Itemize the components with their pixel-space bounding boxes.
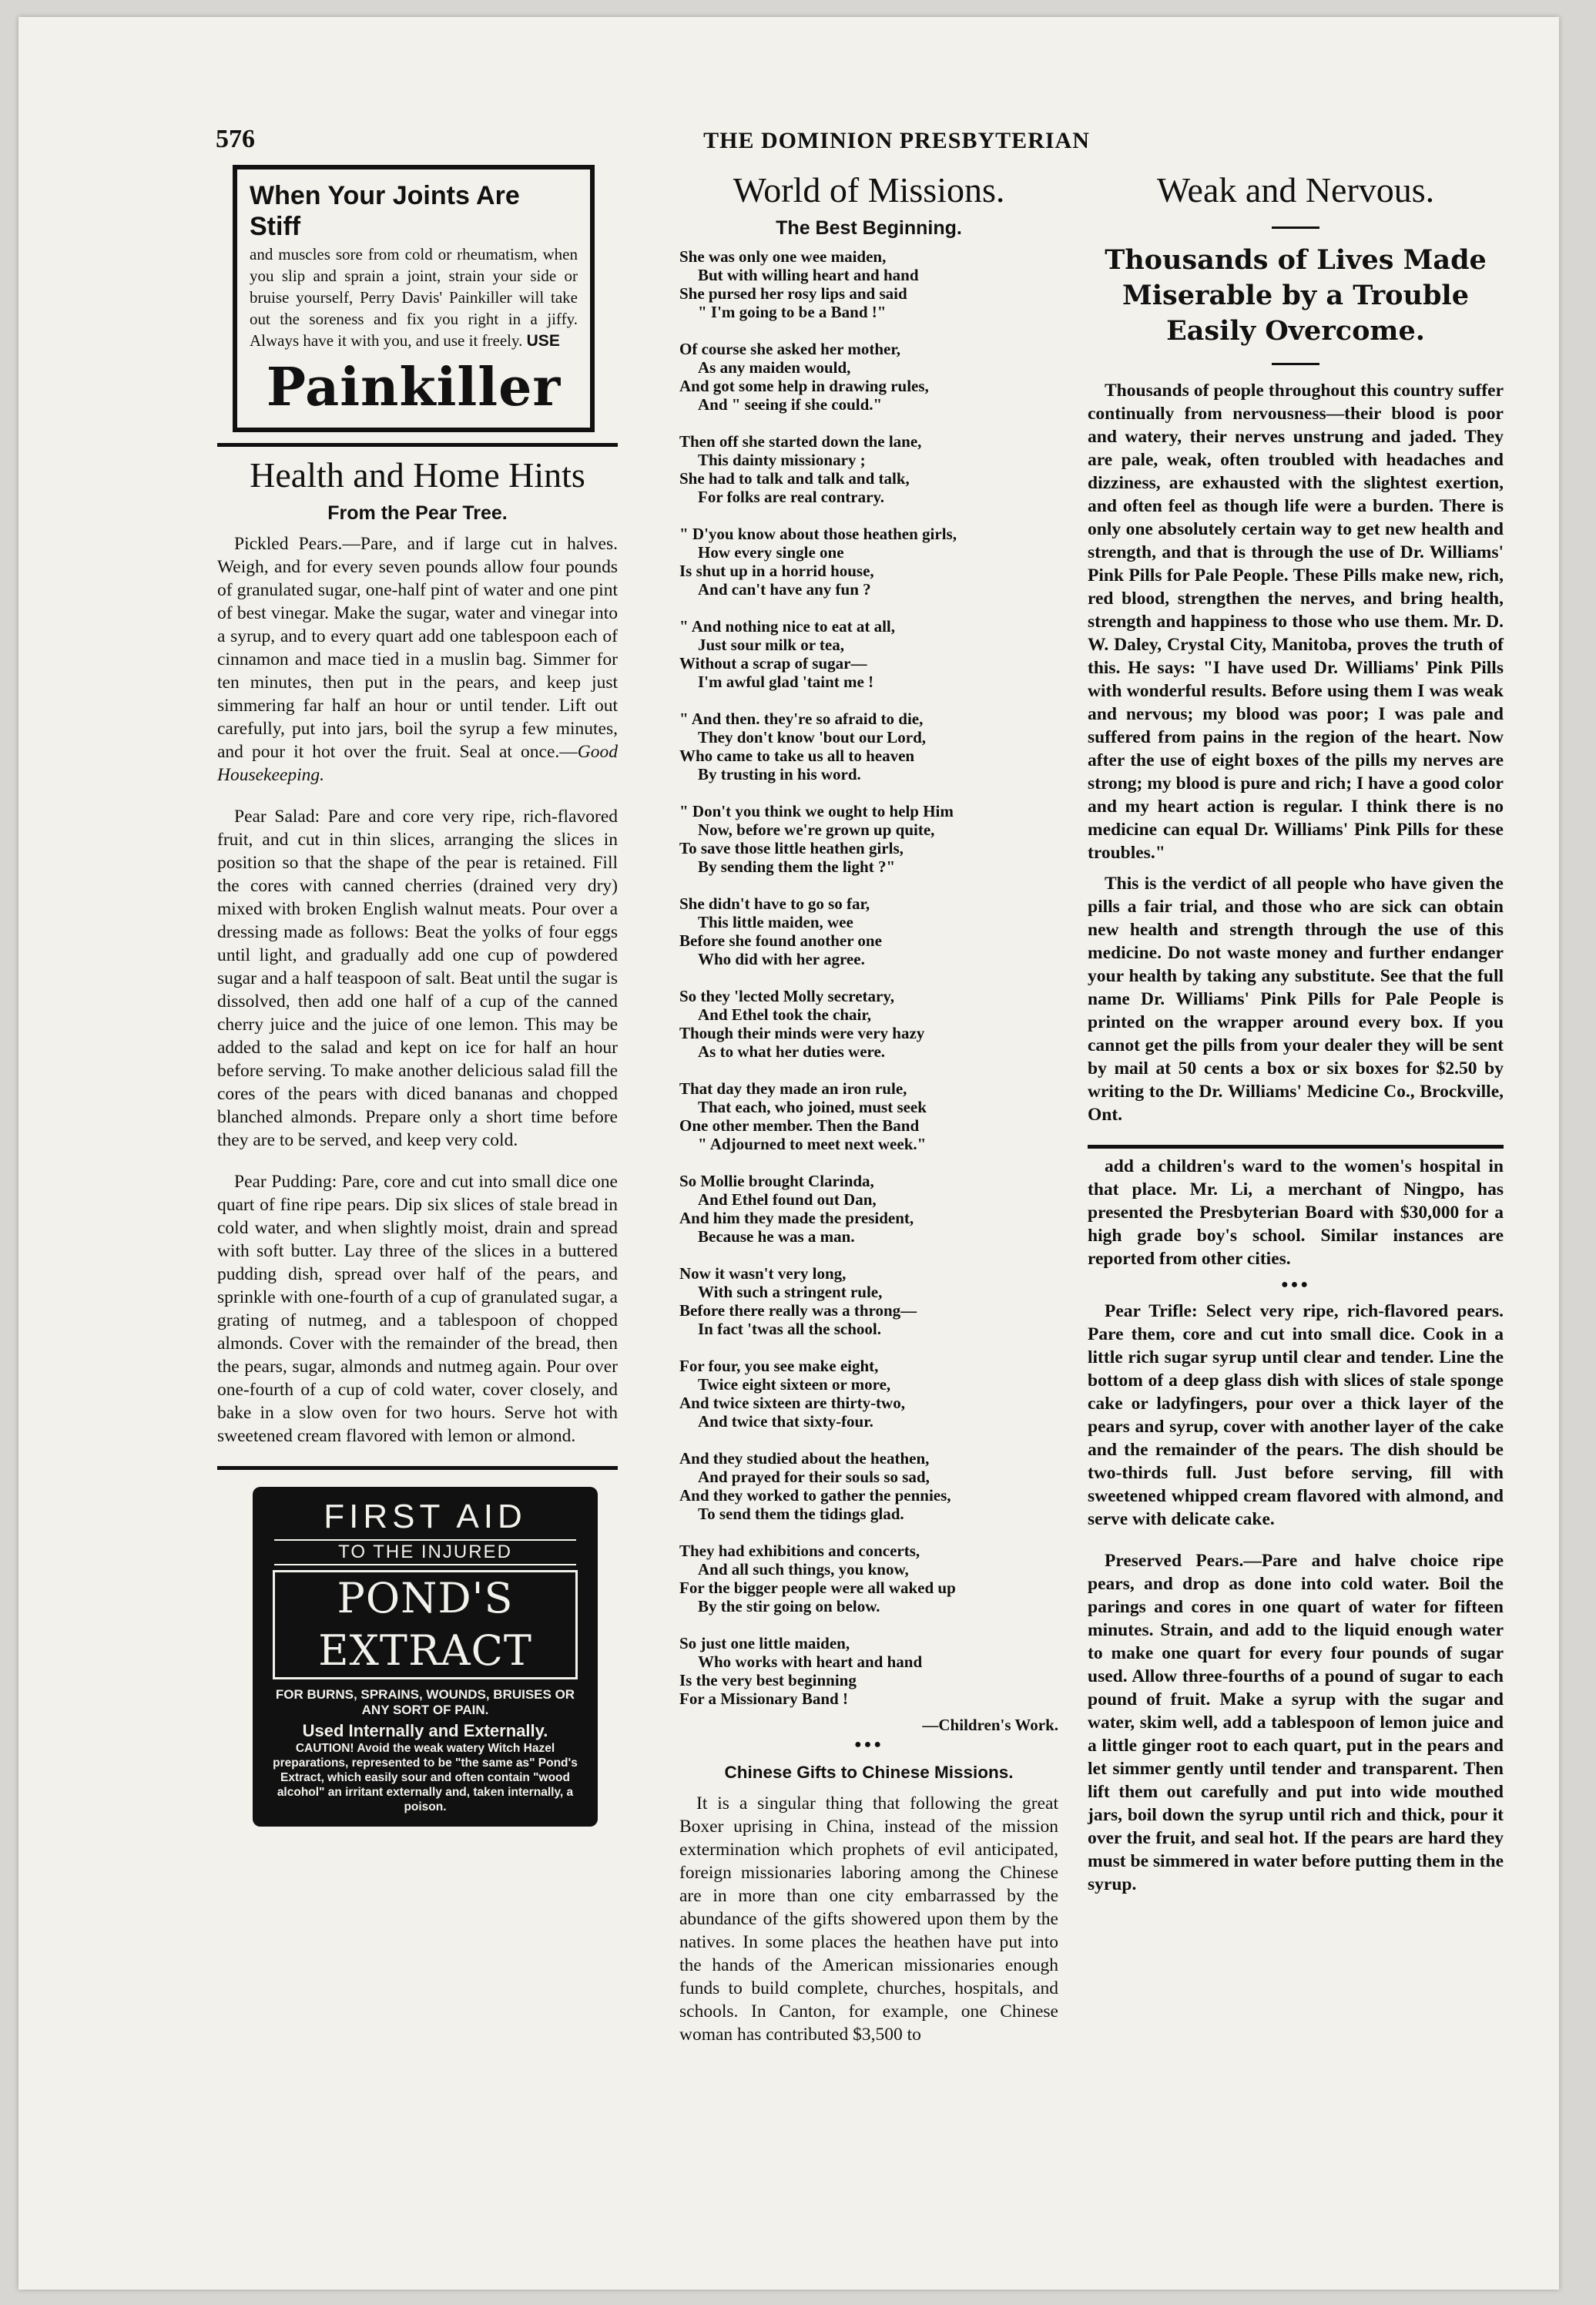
poem-stanza — [679, 1264, 1058, 1338]
pear-pudding-recipe: Pear Pudding: Pare, core and cut into small dice one quart of fine ripe pears. Dip six slices of stale bread in cold water, and when slightly moist, drain and spread with soft butter. Lay three of the slices in a buttered pudding dish, spread over half of the pears, and sprinkle with one-fourth of a cup of granulated sugar, a grating of nutmeg, and a tablespoon of chopped almonds. Cover with the remainder of the bread, then the pears, sugar, almonds and nutmeg again. Pour over one-fourth of a cup of cold water, cover closely, and bake in a slow oven for two hours. Serve hot with sweetened cream flavored with lemon or almond. — [217, 1172, 618, 1446]
poem-line: Who came to take us all to heaven — [679, 747, 915, 765]
pear-salad-recipe: Pear Salad: Pare and core very ripe, rich-flavored fruit, and cut in thin slices, arranging the slices in position so that the shape of the pear is retained. Fill the cores with canned cherries (drained very dry) mixed with broken English walnut meats. Pour over a dressing made as follows: Beat the yolks of four eggs until light, and gradually add one cup of powdered sugar and a half teaspoon of salt. Beat until the sugar is dissolved, then add one half of a cup of the canned cherry juice and the juice of one lemon. This may be added to the salad and kept on ice for half an hour before serving. To make another delicious salad fill the cores of the pears with diced bananas and chopped blanched almonds. Prepare only a short time before they are to be served, and keep very cold. — [217, 807, 618, 1150]
poem-line: By trusting in his word. — [698, 765, 861, 783]
poem-line: Because he was a man. — [698, 1227, 855, 1246]
pear-trifle-recipe: Pear Trifle: Select very ripe, rich-flavored pears. Pare them, core and cut into small dice. Cook in a little rich sugar syrup until clear and tender. Line the bottom of a deep glass dish with slices of stale sponge cake or ladyfingers, pour over a thick layer of the pears and syrup, cover with another layer of the cake and the remainder of the pears. The dish should be two-thirds full. Just before serving, fill with sweetened whipped cream flavored with almond, and serve with delicate cake. — [1088, 1301, 1504, 1529]
poem-line: And they studied about the heathen, — [679, 1449, 930, 1468]
poem-line: And him they made the president, — [679, 1209, 914, 1227]
poem-line: Is shut up in a horrid house, — [679, 562, 874, 580]
painkiller-ad — [233, 165, 595, 432]
weak-nervous-headline: Thousands of Lives Made Miserable by a Trouble Easily Overcome. — [1105, 244, 1487, 347]
poem-line: As to what her duties were. — [698, 1042, 886, 1061]
poem-line: Then off she started down the lane, — [679, 432, 922, 451]
poem-line: " And then. they're so afraid to die, — [679, 710, 924, 728]
poem-line: She didn't have to go so far, — [679, 894, 870, 913]
ponds-extract-ad — [253, 1487, 598, 1827]
poem-line: For a Missionary Band ! — [679, 1689, 848, 1708]
section-rule — [1088, 1145, 1504, 1149]
poem-line: That day they made an iron rule, — [679, 1079, 907, 1098]
poem-stanza — [679, 1079, 1058, 1153]
painkiller-use-label: USE — [526, 332, 560, 350]
poem-line: Now, before we're grown up quite, — [698, 820, 935, 839]
poem-stanza — [679, 1357, 1058, 1431]
weak-nervous-title: Weak and Nervous. — [1156, 170, 1435, 210]
poem-line: That each, who joined, must seek — [698, 1098, 927, 1116]
poem-stanza — [679, 247, 1058, 321]
short-rule — [1272, 226, 1319, 229]
poem-stanza — [679, 525, 1058, 599]
poem-line: And twice sixteen are thirty-two, — [679, 1394, 905, 1412]
poem-line: And prayed for their souls so sad, — [698, 1468, 930, 1486]
poem-credit: —Children's Work. — [922, 1716, 1058, 1734]
poem-stanza — [679, 894, 1058, 968]
poem-line: Without a scrap of sugar— — [679, 654, 867, 673]
poem-line: They don't know 'bout our Lord, — [698, 728, 927, 747]
pickled-pears-source: Good Housekeeping. — [217, 742, 618, 785]
ornament-divider: ●●● — [854, 1738, 884, 1751]
poem-line: " Don't you think we ought to help Him — [679, 802, 954, 820]
poem-line: They had exhibitions and concerts, — [679, 1542, 920, 1560]
poem-line: Of course she asked her mother, — [679, 340, 900, 358]
poem-line: By sending them the light ?" — [698, 857, 896, 876]
chinese-gifts-title: Chinese Gifts to Chinese Missions. — [724, 1763, 1014, 1782]
pickled-pears-recipe — [217, 532, 618, 787]
poem-line: For folks are real contrary. — [698, 488, 885, 506]
poem-line: One other member. Then the Band — [679, 1116, 920, 1135]
painkiller-body — [250, 243, 578, 352]
ponds-uses: FOR BURNS, SPRAINS, WOUNDS, BRUISES OR ANY SORT OF PAIN. — [275, 1687, 575, 1717]
poem-line: " D'you know about those heathen girls, — [679, 525, 957, 543]
poem-stanza — [679, 432, 1058, 506]
newspaper-page — [18, 17, 1559, 2290]
pickled-pears-text: Pickled Pears.—Pare, and if large cut in halves. Weigh, and for every seven pounds allow four pounds of granulated sugar, one-half pint of water and one pint of best vinegar. Make the sugar, water and vinegar into a syrup, and to every quart add one tablespoon each of cinnamon and mace tied in a muslin bag. Simmer for ten minutes, then put in the pears, and keep just simmering far half an hour or until tender. Lift out carefully, put into jars, boil the syrup a few minutes, and pour it hot over the fruit. Seal at once.— — [217, 534, 618, 762]
poem-line: To save those little heathen girls, — [679, 839, 904, 857]
health-home-title: Health and Home Hints — [250, 455, 585, 495]
poem-line: And twice that sixty-four. — [698, 1412, 873, 1431]
painkiller-body-text: and muscles sore from cold or rheumatism, when you slip and sprain a joint, strain your side or bruise yourself, Perry Davis' Painkiller will take out the soreness and fix you right in a jiffy. Always have it with you, and use it freely. — [250, 245, 578, 350]
short-rule — [1272, 363, 1319, 365]
poem-line: Before there really was a throng— — [679, 1301, 917, 1320]
missions-title: World of Missions. — [733, 170, 1005, 210]
poem-line: But with willing heart and hand — [698, 266, 919, 284]
poem-line: As any maiden would, — [698, 358, 851, 377]
poem-stanza — [679, 710, 1058, 783]
poem-line: So Mollie brought Clarinda, — [679, 1172, 874, 1190]
poem-stanza — [679, 1542, 1058, 1616]
poem-line: Just sour milk or tea, — [698, 636, 844, 654]
poem-line: And they worked to gather the pennies, — [679, 1486, 951, 1505]
poem-line: She pursed her rosy lips and said — [679, 284, 907, 303]
poem-line: And got some help in drawing rules, — [679, 377, 929, 395]
poem-line: This dainty missionary ; — [698, 451, 866, 469]
poem — [679, 247, 1058, 1708]
poem-stanza — [679, 1634, 1058, 1708]
weak-nervous-para-1: Thousands of people throughout this country suffer continually from nervousness—their blood is poor and watery, their nerves unstrung and jaded. They are pale, weak, often troubled with headaches and dizziness, are exhausted with the slightest exertion, and often feel as though life were a burden. There is only one absolutely certain way to get new health and strength, and that is through the use of Dr. Williams' Pink Pills for Pale People. These Pills make new, rich, red blood, strengthen the nerves, and bring health, strength and happiness to those who use them. Mr. D. W. Daley, Crystal City, Manitoba, proves the truth of this. He says: "I have used Dr. Williams' Pink Pills with wonderful results. Before using them I was weak and nervous; my blood was poor; I was pale and suffered from pains in the region of the heart. Now after the use of eight boxes of the pills my nerves are strong; my blood is pure and rich; I have a good color and my heart action is regular. I think there is no medicine can equal Dr. Williams' Pink Pills for these troubles." — [1088, 381, 1504, 863]
page-number: 576 — [216, 125, 255, 153]
left-column — [217, 165, 618, 1827]
poem-stanza — [679, 802, 1058, 876]
health-home-subtitle: From the Pear Tree. — [327, 502, 508, 524]
poem-line: With such a stringent rule, — [698, 1283, 883, 1301]
middle-column — [679, 165, 1058, 2065]
poem-line: " I'm going to be a Band !" — [698, 303, 887, 321]
ponds-brand: POND'S EXTRACT — [273, 1570, 578, 1679]
poem-stanza — [679, 1172, 1058, 1246]
poem-line: Twice eight sixteen or more, — [698, 1375, 891, 1394]
poem-line: To send them the tidings glad. — [698, 1505, 904, 1523]
weak-nervous-para-2: This is the verdict of all people who have given the pills a fair trial, and those who are sick can obtain new health and strength through the use of this medicine. Do not waste money and further endanger your health by taking any substitute. See that the full name Dr. Williams' Pink Pills for Pale People is printed on the wrapper around every box. If you cannot get the pills from your dealer they will be sent by mail at 50 cents a box or six boxes for $2.50 by writing to the Dr. Williams' Medicine Co., Brockville, Ont. — [1088, 874, 1504, 1125]
chinese-gifts-continued: add a children's ward to the women's hospital in that place. Mr. Li, a merchant of Ningpo, has presented the Presbyterian Board with $30,000 for a high grade boy's school. Similar instances are reported from other cities. — [1088, 1156, 1504, 1269]
poem-line: By the stir going on below. — [698, 1597, 880, 1616]
poem-line: Though their minds were very hazy — [679, 1024, 925, 1042]
poem-line: I'm awful glad 'taint me ! — [698, 673, 874, 691]
poem-line: And " seeing if she could." — [698, 395, 883, 414]
ponds-to-injured: TO THE INJURED — [274, 1539, 576, 1565]
painkiller-brand: Painkiller — [266, 357, 562, 418]
poem-stanza — [679, 617, 1058, 691]
poem-line: So they 'lected Molly secretary, — [679, 987, 894, 1005]
poem-line: For four, you see make eight, — [679, 1357, 879, 1375]
poem-line: Who did with her agree. — [698, 950, 865, 968]
poem-stanza — [679, 1449, 1058, 1523]
publication-title: THE DOMINION PRESBYTERIAN — [703, 128, 1090, 153]
preserved-pears-recipe: Preserved Pears.—Pare and halve choice ripe pears, and drop as done into cold water. Boil the parings and cores in one quart of water for fifteen minutes. Strain, and add to the liquid enough water to make one quart for every four pounds of sugar used. Allow three-fourths of a pound of sugar to each pound of fruit. Make a syrup with the sugar and water, skim well, add a tablespoon of lemon juice and a little ginger root to each quart, put in the pears and let simmer gently until tender and transparent. Then lift them out carefully and put into wide mouthed jars, boil down the syrup until rich and thick, pour it over the fruit, and seal hot. If the pears are hard they must be simmered in water before putting them in the syrup. — [1088, 1551, 1504, 1894]
poem-line: Is the very best beginning — [679, 1671, 857, 1689]
poem-line: This little maiden, wee — [698, 913, 853, 931]
poem-line: Before she found another one — [679, 931, 882, 950]
poem-line: So just one little maiden, — [679, 1634, 850, 1652]
section-rule — [217, 1466, 618, 1470]
poem-line: For the bigger people were all waked up — [679, 1579, 956, 1597]
ponds-first-aid: FIRST AID — [324, 1498, 527, 1535]
right-column — [1088, 165, 1504, 1914]
poem-line: " Adjourned to meet next week." — [698, 1135, 927, 1153]
poem-stanza — [679, 340, 1058, 414]
poem-line: And can't have any fun ? — [698, 580, 871, 599]
poem-line: She was only one wee maiden, — [679, 247, 887, 266]
poem-line: Who works with heart and hand — [698, 1652, 923, 1671]
ponds-internally: Used Internally and Externally. — [302, 1721, 548, 1740]
ornament-divider: ●●● — [1281, 1278, 1310, 1291]
poem-line: Now it wasn't very long, — [679, 1264, 847, 1283]
poem-line: And Ethel found out Dan, — [698, 1190, 877, 1209]
poem-stanza — [679, 987, 1058, 1061]
ponds-caution: CAUTION! Avoid the weak watery Witch Hazel preparations, represented to be "the same as" Pond's Extract, which easily sour and often contain "wood alcohol" an irritant externally and, taken internally, a poison. — [273, 1742, 578, 1813]
poem-line: And all such things, you know, — [698, 1560, 909, 1579]
chinese-gifts-body: It is a singular thing that following the great Boxer uprising in China, instead of the mission extermination which prophets of evil anticipated, foreign missionaries laboring among the Chinese are in more than one city embarrassed by the abundance of the gifts showered upon them by the natives. In some places the heathen have put into the hands of the American missionaries enough funds to build complete, churches, hospitals, and schools. In Canton, for example, one Chinese woman has contributed $3,500 to — [679, 1793, 1058, 2045]
poem-line: " And nothing nice to eat at all, — [679, 617, 896, 636]
poem-title: The Best Beginning. — [776, 217, 962, 239]
poem-line: She had to talk and talk and talk, — [679, 469, 910, 488]
painkiller-headline: When Your Joints Are Stiff — [250, 181, 520, 241]
poem-line: And Ethel took the chair, — [698, 1005, 872, 1024]
poem-line: How every single one — [698, 543, 844, 562]
section-rule — [217, 443, 618, 447]
poem-line: In fact 'twas all the school. — [698, 1320, 881, 1338]
